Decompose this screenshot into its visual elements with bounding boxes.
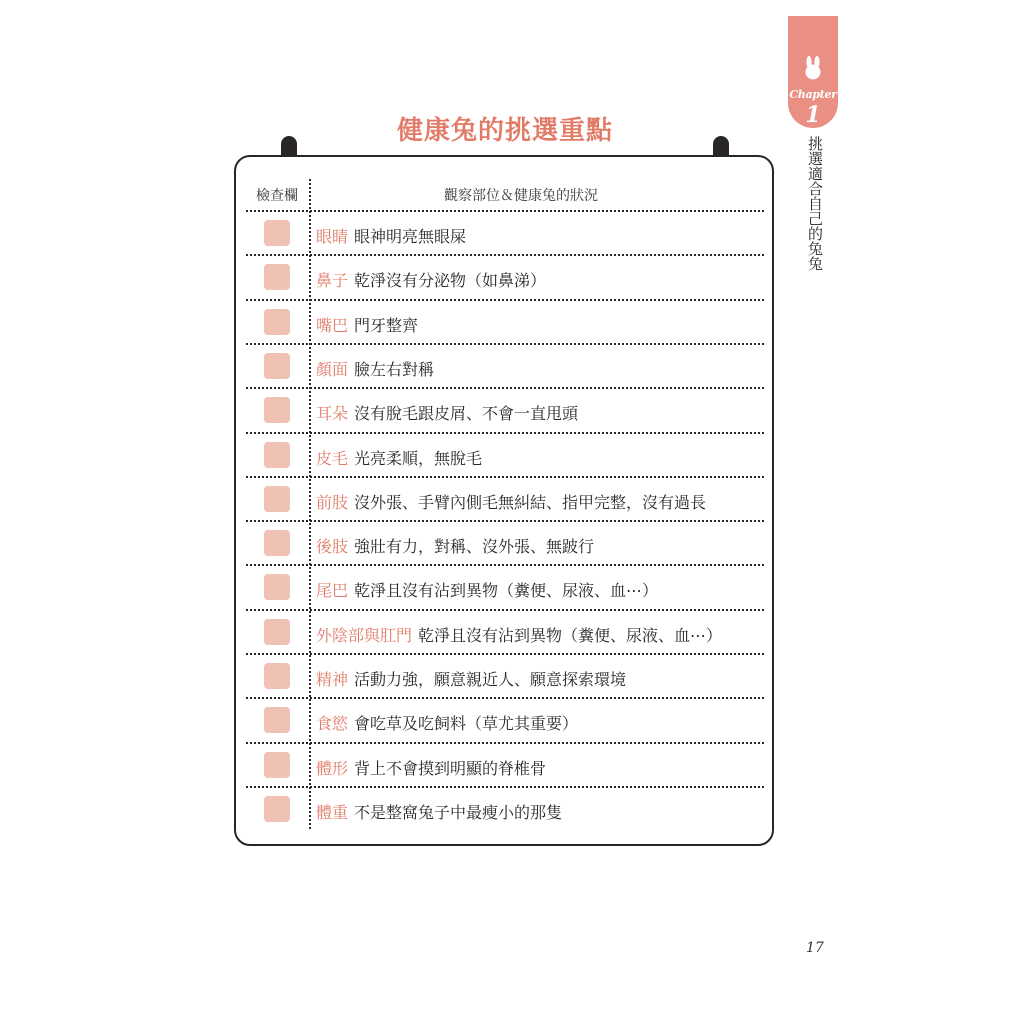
body-part-label: 外陰部與肛門 [316,625,413,645]
condition-description: 乾淨且沒有沾到異物（糞便、尿液、血⋯） [354,581,659,601]
row-separator [246,520,764,522]
body-part-label: 眼睛 [316,227,349,246]
body-part-label: 顏面 [316,359,349,379]
row-separator [246,299,764,301]
checkbox[interactable] [264,796,290,822]
checklist-card [234,155,774,846]
body-part-label: 精神 [316,670,349,689]
body-part-label: 耳朵 [316,404,349,424]
checkbox[interactable] [264,442,290,468]
row-separator [246,476,764,478]
checkbox[interactable] [264,309,290,335]
row-separator [246,786,764,788]
row-text [316,711,578,734]
row-text [316,490,706,513]
condition-description: 乾淨沒有分泌物（如鼻涕） [354,271,547,291]
body-part-label: 體重 [316,802,349,822]
condition-description: 乾淨且沒有沾到異物（糞便、尿液、血⋯） [418,625,723,645]
row-separator [246,653,764,655]
row-text [316,313,418,336]
condition-description: 沒外張、手臂內側毛無糾結、指甲完整，沒有過長 [354,492,707,512]
row-separator [246,343,764,345]
checkbox[interactable] [264,530,290,556]
body-part-label: 嘴巴 [316,315,349,335]
checklist-row [236,436,772,480]
checkbox[interactable] [264,619,290,645]
body-part-label: 皮毛 [316,448,349,468]
checkbox[interactable] [264,397,290,423]
checklist-row [236,657,772,701]
checkbox[interactable] [264,486,290,512]
row-text [316,357,434,380]
row-separator [246,210,764,212]
chapter-label: Chapter [789,88,837,101]
bunny-icon [802,56,824,80]
condition-description: 會吃草及吃飼料（草尤其重要） [354,714,579,734]
condition-description: 光亮柔順，無脫毛 [354,448,483,468]
row-text [316,800,562,823]
row-separator [246,254,764,256]
checklist-row [236,391,772,435]
checklist-row [236,524,772,568]
body-part-label: 後肢 [316,537,349,557]
checklist-row [236,480,772,524]
condition-description: 沒有脫毛跟皮屑、不會一直甩頭 [354,404,579,424]
header-description-column: 觀察部位＆健康兔的狀況 [444,188,598,204]
condition-description: 背上不會摸到明顯的脊椎骨 [354,758,547,778]
row-text [316,756,546,779]
condition-description: 不是整窩兔子中最瘦小的那隻 [354,802,563,822]
checklist-row [236,790,772,834]
checklist-row [236,347,772,391]
row-text [316,446,482,469]
checkbox[interactable] [264,220,290,246]
checklist-row [236,701,772,745]
body-part-label: 尾巴 [316,581,349,601]
body-part-label: 體形 [316,758,349,778]
body-part-label: 前肢 [316,492,349,512]
row-separator [246,697,764,699]
checkbox[interactable] [264,752,290,778]
condition-description: 強壯有力，對稱、沒外張、無跛行 [354,537,595,557]
condition-description: 活動力強，願意親近人、願意探索環境 [354,670,627,689]
checklist-row [236,303,772,347]
row-text [316,224,466,247]
row-text [316,667,626,690]
body-part-label: 食慾 [316,714,349,734]
checklist-header [236,179,772,207]
checkbox[interactable] [264,353,290,379]
checkbox[interactable] [264,264,290,290]
row-text [316,401,578,424]
row-separator [246,609,764,611]
chapter-number: 1 [805,102,821,128]
condition-description: 眼神明亮無眼屎 [354,227,467,246]
chapter-title-vertical: 挑選適合自己的兔兔 [806,136,824,271]
header-check-column: 檢查欄 [256,188,298,204]
row-text [316,578,658,601]
checklist-row [236,258,772,302]
condition-description: 門牙整齊 [354,315,419,335]
row-text [316,534,594,557]
checklist-row [236,568,772,612]
checklist-row [236,613,772,657]
checklist-row [236,746,772,790]
checkbox[interactable] [264,574,290,600]
row-text [316,268,546,291]
body-part-label: 鼻子 [316,271,349,291]
checkbox[interactable] [264,663,290,689]
row-separator [246,564,764,566]
condition-description: 臉左右對稱 [354,359,435,379]
row-separator [246,742,764,744]
row-separator [246,432,764,434]
page-number: 17 [806,940,824,956]
row-text [316,623,722,646]
checklist-row [236,214,772,258]
checkbox[interactable] [264,707,290,733]
row-separator [246,387,764,389]
page-title: 健康兔的挑選重點 [396,116,613,146]
